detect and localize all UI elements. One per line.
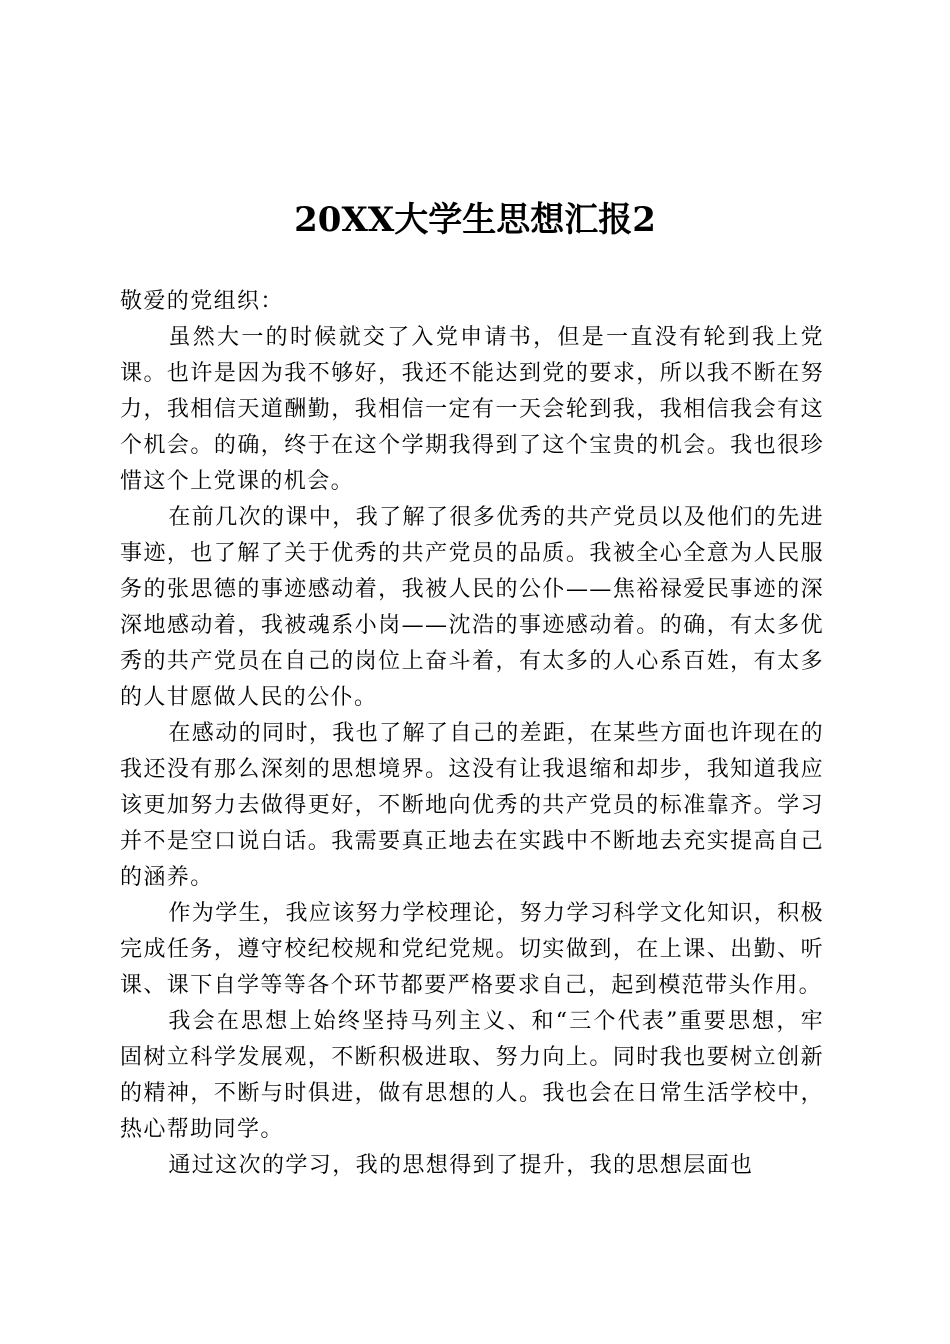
document-body xyxy=(120,284,824,1184)
paragraph-3: 在感动的同时，我也了解了自己的差距，在某些方面也许现在的我还没有那么深刻的思想境界。这没有让我退缩和却步，我知道我应该更加努力去做得更好，不断地向优秀的共产党员的标准靠齐。学习并不是空口说白话。我需要真正地去在实践中不断地去充实提高自己的涵养。 xyxy=(120,721,824,890)
paragraph-1: 虽然大一的时候就交了入党申请书，但是一直没有轮到我上党课。也许是因为我不够好，我还不能达到党的要求，所以我不断在努力，我相信天道酬勤，我相信一定有一天会轮到我，我相信我会有这个机会。的确，终于在这个学期我得到了这个宝贵的机会。我也很珍惜这个上党课的机会。 xyxy=(120,325,824,494)
paragraph-5: 我会在思想上始终坚持马列主义、和“三个代表”重要思想，牢固树立科学发展观，不断积极进取、努力向上。同时我也要树立创新的精神，不断与时俱进，做有思想的人。我也会在日常生活学校中，热心帮助同学。 xyxy=(120,1009,824,1142)
paragraph-6: 通过这次的学习，我的思想得到了提升，我的思想层面也 xyxy=(168,1153,754,1178)
document-title: 20XX大学生思想汇报2 xyxy=(294,200,656,240)
paragraph-4: 作为学生，我应该努力学校理论，努力学习科学文化知识，积极完成任务，遵守校纪校规和党纪党规。切实做到，在上课、出勤、听课、课下自学等等各个环节都要严格要求自己，起到模范带头作用。 xyxy=(120,901,824,998)
salutation: 敬爱的党组织： xyxy=(120,289,284,314)
paragraph-2: 在前几次的课中，我了解了很多优秀的共产党员以及他们的先进事迹，也了解了关于优秀的共产党员的品质。我被全心全意为人民服务的张思德的事迹感动着，我被人民的公仆——焦裕禄爱民事迹的深深地感动着，我被魂系小岗——沈浩的事迹感动着。的确，有太多优秀的共产党员在自己的岗位上奋斗着，有太多的人心系百姓，有太多的人甘愿做人民的公仆。 xyxy=(120,505,824,710)
